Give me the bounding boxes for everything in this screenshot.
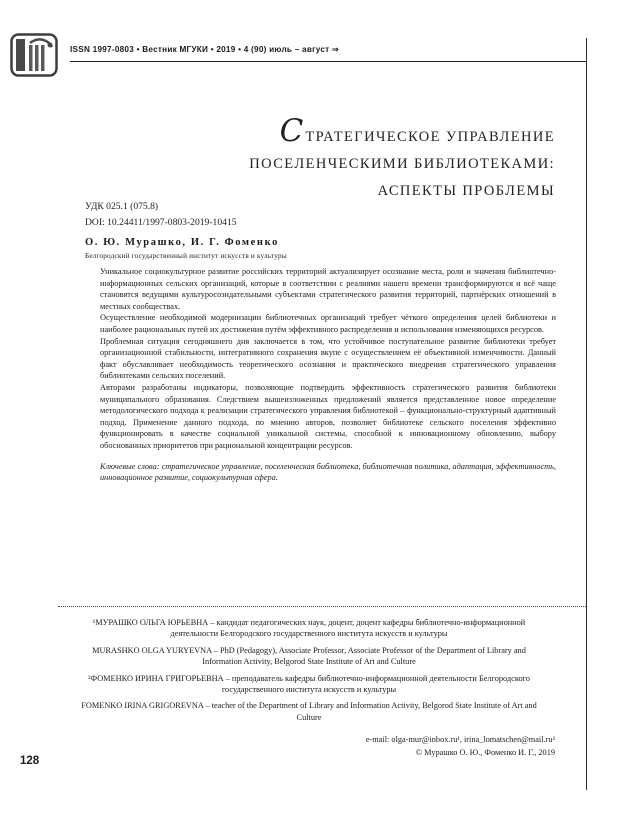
page-right-rule [586, 38, 587, 790]
keywords-line: Ключевые слова: стратегическое управление, поселенческая библиотека, библиотечная политика, адаптация, эффективность, инновационное развитие, социокультурная сфера. [100, 461, 556, 483]
contact-block [120, 733, 555, 759]
footnote-author1-en: MURASHKO OLGA YURYEVNA – PhD (Pedagogy), Associate Professor, Associate Professor of the Department of Library and Information Activity, Belgorod State Institute of Art and Culture [92, 645, 526, 667]
footnotes-block [72, 617, 546, 728]
title-line-1-text: ТРАТЕГИЧЕСКОЕ УПРАВЛЕНИЕ [305, 129, 555, 145]
title-line-3: АСПЕКТЫ ПРОБЛЕМЫ [377, 183, 555, 199]
email-line: e-mail: olga-mur@inbox.ru¹, irina_lomatschen@mail.ru² [365, 735, 555, 744]
footnote-author1-ru: ¹МУРАШКО ОЛЬГА ЮРЬЕВНА – кандидат педагогических наук, доцент, доцент кафедры библиотечно-информационной деятельности Белгородского государственного института искусств и культуры [92, 618, 526, 639]
abstract-paragraph-2: Осуществление необходимой модернизации библиотечных организаций требует чёткого определения целей библиотеки и наиболее рациональных путей их достижения путём эффективного распределения и использования изменяющихся ресурсов. [100, 313, 556, 334]
doi-line: DOI: 10.24411/1997-0803-2019-10415 [85, 216, 237, 228]
article-meta [85, 199, 237, 230]
abstract-paragraph-3: Проблемная ситуация сегодняшнего дня заключается в том, что устойчивое поступательное развитие библиотеки требует организационной стабильности, интегративного сохранения вкупе с осуществлением её объективной изменчивости. Данный факт обуславливает необходимость теоретического осознания и практического внедрения стратегического управления библиотеками сельских поселений. [100, 336, 556, 381]
abstract-block [100, 266, 556, 484]
journal-header [70, 44, 586, 62]
title-line-1 [120, 113, 555, 151]
footnote-author2-en: FOMENKO IRINA GRIGOREVNA – teacher of the Department of Library and Information Activity, Belgorod State Institute of Art and Culture [81, 701, 537, 722]
title-line-2: ПОСЕЛЕНЧЕСКИМИ БИБЛИОТЕКАМИ: [249, 156, 555, 172]
authors-line: О. Ю. Мурашко, И. Г. Фоменко [85, 237, 279, 248]
title-drop-cap: С [279, 113, 304, 149]
udc-line: УДК 025.1 (075.8) [85, 201, 159, 212]
footnote-author2-ru: ²ФОМЕНКО ИРИНА ГРИГОРЬЕВНА – преподаватель кафедры библиотечно-информационной деятельности Белгородского государственного института искусств и культуры [88, 673, 530, 695]
issn-line: ISSN 1997-0803 • Вестник МГУКИ • 2019 • 4 (90) июль – август ⇒ [70, 45, 340, 54]
footnote-separator [58, 606, 586, 607]
abstract-paragraph-1: Уникальное социокультурное развитие российских территорий актуализирует осознание места, роли и значения библиотечно-информационных сельских организаций, которые в соответствии с реалиями нашего времени трансформируются и всё чаще становятся ведущими культуросозидательными субъектами стратегического развития территорий, партнёрских отношений в местных сообществах. [100, 267, 556, 311]
affiliation-line: Белгородский государственный институт искусств и культуры [85, 252, 287, 260]
journal-logo-icon [10, 33, 58, 77]
article-title [120, 113, 555, 205]
abstract-paragraph-4: Авторами разработаны индикаторы, позволяющие подтвердить эффективность стратегического развития библиотеки муниципального образования. Следствием вышеизложенных предложений является представленное новое определение методологического подхода к реализации стратегического управления библиотекой – функционально-структурный адаптивный подход. Применение данного подхода, по мнению авторов, позволяет библиотеке сельского поселения эффективно функционировать в качестве социальной уникальной системы, способной к инновационному обновлению, выбору обоснованных приоритетов при рациональной концентрации ресурсов. [100, 382, 556, 450]
page-number: 128 [20, 755, 40, 767]
copyright-line: © Мурашко О. Ю., Фоменко И. Г., 2019 [415, 748, 555, 757]
